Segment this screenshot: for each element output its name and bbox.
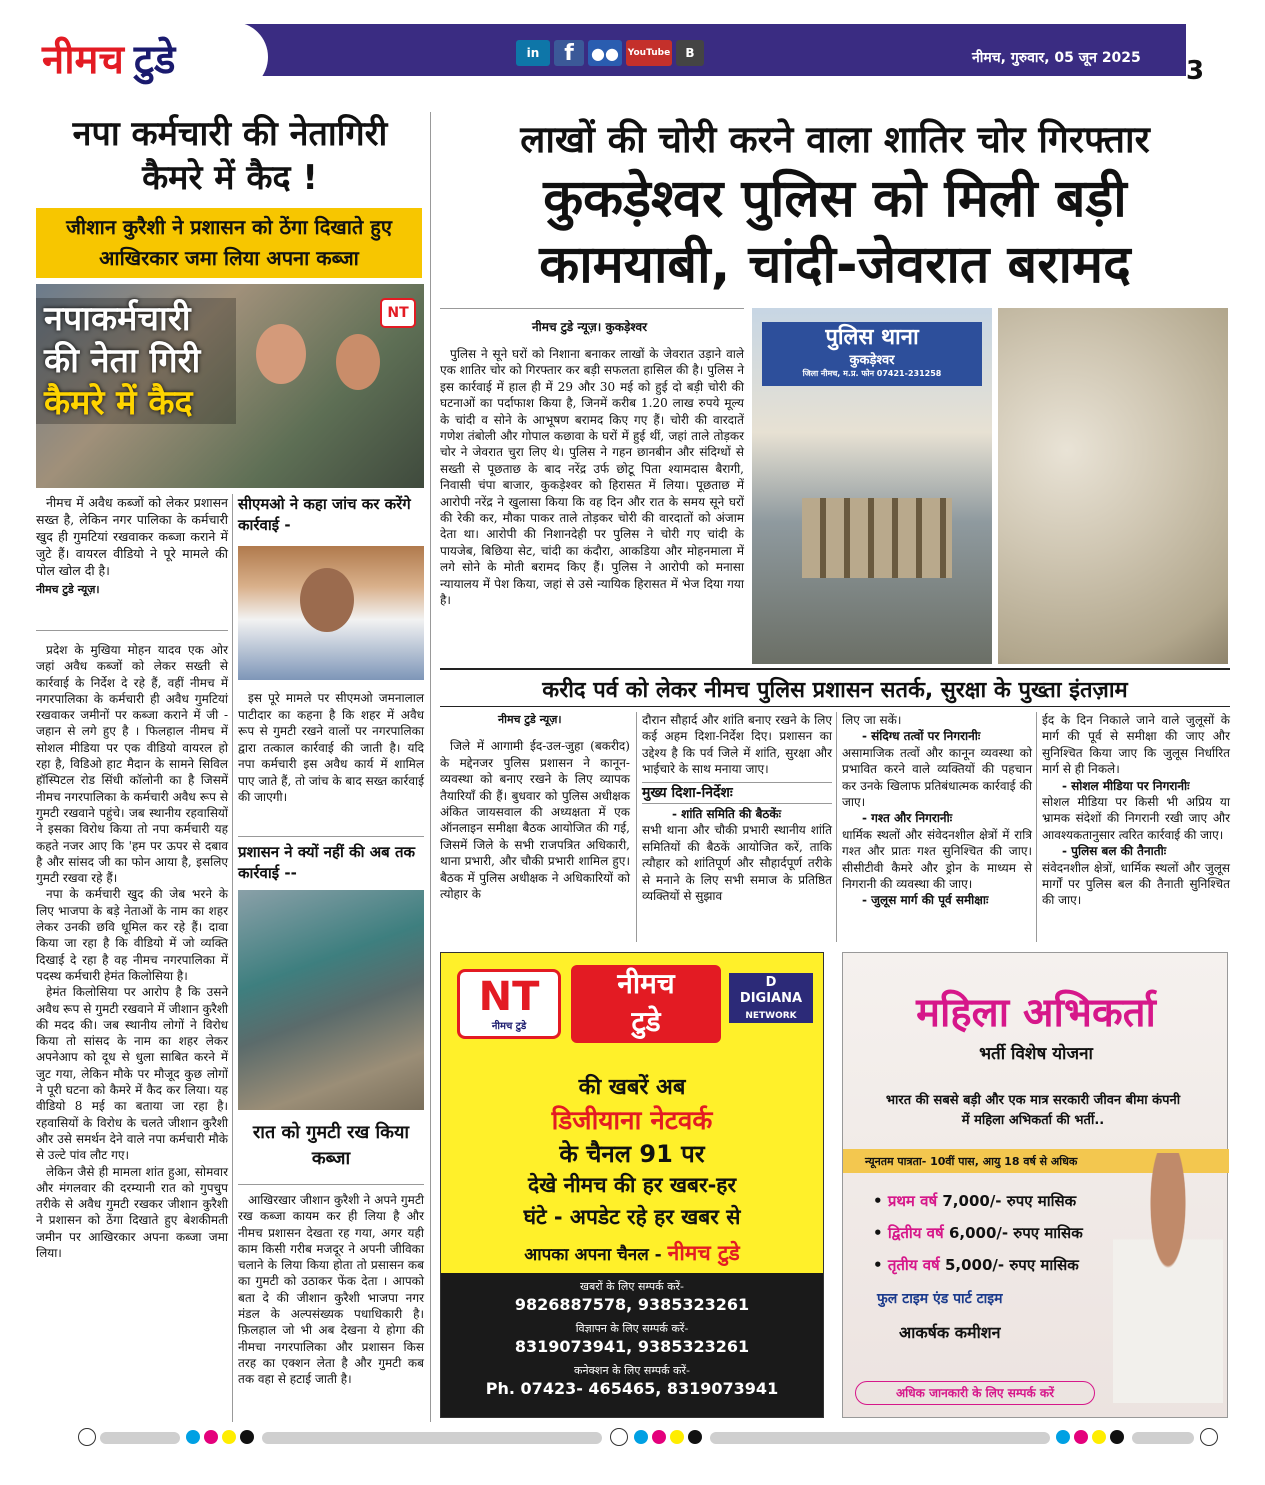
sign-sub: कुकड़ेश्वर xyxy=(849,353,895,368)
masthead xyxy=(36,22,1206,94)
group-icon: ●● xyxy=(588,40,622,66)
eid-headline: करीद पर्व को लेकर नीमच पुलिस प्रशासन सतर्क, सुरक्षा के पुख्ता इंतज़ाम xyxy=(542,678,1128,703)
ad-brand-bottom: टुडे xyxy=(631,1005,661,1038)
brand-part1: नीमच xyxy=(42,36,124,83)
eid-subhead: - सोशल मीडिया पर निगरानीः xyxy=(1062,778,1190,793)
photo-caption xyxy=(36,298,236,424)
station-sign xyxy=(762,322,982,386)
lic-ad xyxy=(842,952,1228,1418)
eid-text: असामाजिक तत्वों और कानून व्यवस्था को प्रभावित करने वाले व्यक्तियों की पहचान कर उनके खिलाफ प्रतिबंधात्मक कार्रवाई की जाए। xyxy=(842,745,1032,810)
page-number: 3 xyxy=(1186,56,1205,86)
pay-amount: 7,000/- रुपए मासिक xyxy=(942,1192,1077,1210)
photo-caption-line1: नपाकर्मचारी की नेता गिरी xyxy=(44,299,201,381)
registration-mark-icon xyxy=(1200,1428,1218,1446)
left-headline: नपा कर्मचारी की नेतागिरी कैमरे में कैद ! xyxy=(72,114,388,198)
print-strip xyxy=(36,1428,1226,1448)
channel-ad xyxy=(440,952,824,1418)
main-kicker: लाखों की चोरी करने वाला शातिर चोर गिरफ्तार xyxy=(520,118,1150,161)
person-figure xyxy=(336,334,380,390)
ad-line2: डिजीयाना नेटवर्क xyxy=(551,1106,713,1136)
photo-caption-line2: कैमरे में कैद xyxy=(44,383,193,423)
eid-col2 xyxy=(642,712,832,904)
facebook-icon: f xyxy=(554,40,584,66)
eid-text: धार्मिक स्थलों और संवेदनशील क्षेत्रों में रात्रि गश्त और प्रातः गश्त सुनिश्चित की जाए। सीसीटीवी कैमरे और ड्रोन के माध्यम से निगरानी की व्यवस्था की जाए। xyxy=(842,827,1032,892)
news-numbers: 9826887578, 9385323261 xyxy=(514,1295,750,1314)
left-para: हेमंत किलोसिया पर आरोप है कि उसने अवैध रूप से गुमटी रखवाने में जीशान कुरैशी की मदद की। जब स्थानीय लोगों ने विरोध किया तो सांसद के नाम का शहर लेकर अपनेआप को दूध से धुला साबित करने में जुट गया, लेकिन मौके पर मौजूद कुछ लोगों ने पूरी घटना को कैमरे में कैद कर लिया। यह वीडियो 8 मई का बताया जा रहा है। रहवासियों के विरोध के चलते जीशान कुरैशी और उसे समर्थन देने वाले नपा कर्मचारी मौके से उल्टे पांव लौट गए। xyxy=(36,985,228,1163)
yellow-dot xyxy=(1092,1430,1106,1444)
print-bar xyxy=(100,1432,180,1444)
lic-mode: फुल टाइम एंड पार्ट टाइम xyxy=(877,1291,1003,1307)
eid-guidelines-label: मुख्य दिशा-निर्देशः xyxy=(642,784,733,801)
black-dot xyxy=(1110,1430,1124,1444)
ad-line4: देखे नीमच की हर खबर-हर xyxy=(527,1173,737,1197)
conn-numbers: Ph. 07423- 465465, 8319073941 xyxy=(485,1379,779,1398)
digiana-logo xyxy=(729,973,813,1023)
pay-row: • प्रथम वर्ष 7,000/- रुपए मासिक xyxy=(873,1192,1077,1210)
digiana-word: NETWORK xyxy=(745,1011,797,1021)
magenta-dot xyxy=(1074,1430,1088,1444)
jewellery-photo xyxy=(998,308,1228,664)
news-label: खबरों के लिए सम्पर्क करें- xyxy=(579,1280,684,1293)
lic-desc: भारत की सबसे बड़ी और एक मात्र सरकारी जीवन बीमा कंपनी में महिला अभिकर्ता की भर्ती.. xyxy=(885,1093,1181,1128)
cyan-dot xyxy=(634,1430,648,1444)
eid-byline: नीमच टुडे न्यूज़। xyxy=(498,713,562,726)
lic-footer: अधिक जानकारी के लिए सम्पर्क करें xyxy=(855,1381,1095,1405)
eid-text: दौरान सौहार्द और शांति बनाए रखने के लिए कई अहम दिशा-निर्देश दिए। प्रशासन का उद्देश्य है कि पर्व जिले में शांति, सुरक्षा और भाईचारे के साथ मनाया जाए। xyxy=(642,713,832,777)
person-figure xyxy=(256,324,306,384)
left-para: प्रदेश के मुखिया मोहन यादव एक ओर जहां अवैध कब्जों को लेकर सख्ती से कार्रवाई के निर्देश दे रहे हैं, वहीं नीमच में नगरपालिका के कर्मचारी ही अवैध गुमटियां रखवाकर जमीनों पर कब्जा कराने में जी - जहान से लगे हुए है । फिलहाल नीमच में सोशल मीडिया पर एक वीडियो वायरल हो रहा है, विडिओ हाट मैदान के सामने सिविल हॉस्पिटल रोड सिंधी कॉलोनी का है जिसमें नीमच नगरपालिका के कर्मचारी अवैध रूप से गुमटी रखवाने पहुंचे। जब स्थानीय रहवासियों ने इसका विरोध किया तो नपा कर्मचारी यह कहते नजर आए कि 'हम पर ऊपर से दबाव है और सांसद जी का फोन आया है, इसलिए गुमटी रखवा रहे हैं। xyxy=(36,643,228,886)
box3-title: रात को गुमटी रख किया कब्जा xyxy=(252,1122,410,1169)
main-byline: नीमच टुडे न्यूज़। कुकड़ेश्वर xyxy=(532,320,648,334)
print-bar xyxy=(1132,1432,1194,1444)
pay-amount: 5,000/- रुपए मासिक xyxy=(944,1256,1079,1274)
digiana-name: DIGIANA xyxy=(739,991,803,1006)
box1-text xyxy=(238,690,424,806)
cyan-dot xyxy=(186,1430,200,1444)
pay-row: • तृतीय वर्ष 5,000/- रुपए मासिक xyxy=(873,1256,1079,1274)
pay-label: द्वितीय वर्ष xyxy=(887,1224,944,1242)
box1-title: सीएमओ ने कहा जांच कर करेंगे कार्रवाई - xyxy=(238,495,411,534)
nt-logo-text: NT xyxy=(478,974,540,1020)
sign-meta: जिला नीमच, म.प्र. फोन 07421-231258 xyxy=(802,369,942,378)
ad-line5: घंटे - अपडेट रहे हर खबर से xyxy=(523,1205,741,1229)
main-body xyxy=(440,346,744,609)
black-dot xyxy=(240,1430,254,1444)
linkedin-icon: in xyxy=(516,40,550,66)
nt-logo-sub: नीमच टुडे xyxy=(491,1021,527,1032)
lic-eligibility: न्यूनतम पात्रता- 10वीं पास, आयु 18 वर्ष से अधिक xyxy=(843,1149,1229,1173)
yellow-dot xyxy=(670,1430,684,1444)
ad-brand xyxy=(571,965,721,1043)
print-bar xyxy=(710,1432,1050,1444)
nt-logo xyxy=(457,969,561,1039)
registration-mark-icon xyxy=(78,1428,96,1446)
sign-title: पुलिस थाना xyxy=(825,325,919,350)
blogger-icon: B xyxy=(676,40,704,66)
pay-row: • द्वितीय वर्ष 6,000/- रुपए मासिक xyxy=(873,1224,1083,1242)
ad-line6-brand: नीमच टुडे xyxy=(667,1241,740,1265)
lic-commission: आकर्षक कमीशन xyxy=(899,1323,1001,1342)
box3-paragraph: आखिरखार जीशान कुरैशी ने अपने गुमटी रख कब्जा कायम कर ही लिया है और नीमच प्रशासन देखता रह गया, अगर यही काम किसी गरीब मजदूर ने अपनी जीविका चलाने के लिया किया होता तो प्रसासन कब का गुमटी को उठाकर फेंक देता । आपको बता दे की जीशान कुरैशी भाजपा नगर मंडल के अल्पसंख्यक पधाधिकारी है। फ़िलहाल जो भी अब देखना ये होगा की नीमचा नगरपालिका और प्रशासन किस तरह का एक्शन लेता है और गुमटी कब तक वहा से हटाई जाती है। xyxy=(238,1193,424,1387)
photo-logo: NT xyxy=(380,298,416,328)
box2-title: प्रशासन ने क्यों नहीं की अब तक कार्रवाई -- xyxy=(238,843,416,882)
eid-text: ईद के दिन निकाले जाने वाले जुलूसों के मार्ग की पूर्व से समीक्षा की जाए और सुनिश्चित किया जाए कि जुलूस निर्धारित मार्ग से ही निकले। xyxy=(1042,713,1230,777)
ads-numbers: 8319073941, 9385323261 xyxy=(514,1337,750,1356)
print-bar xyxy=(262,1432,602,1444)
yellow-dot xyxy=(222,1430,236,1444)
dateline: नीमच, गुरुवार, 05 जून 2025 xyxy=(972,50,1141,66)
police-group xyxy=(802,498,952,578)
eid-subhead: - संदिग्ध तत्वों पर निगरानीः xyxy=(862,729,981,744)
intro-text: नीमच में अवैध कब्जों को लेकर प्रशासन सख्त है, लेकिन नगर पालिका के कर्मचारी खुद ही गुमटियां रखवाकर कब्जा कराने में जुटे हैं। वायरल वीडियो ने पूरे मामले की पोल खोल दी है। xyxy=(36,495,228,578)
ad-line1: की खबरें अब xyxy=(578,1075,686,1100)
left-para: नपा के कर्मचारी खुद की जेब भरने के लिए भाजपा के बड़े नेताओं के नाम का शहर लेकर उनकी छवि धूमिल कर रहे हैं। दावा किया जा रहा है कि वीडियो में जो व्यक्ति दिखाई दे रहा है वह नीमच नगरपालिका में पदस्थ कर्मचारी हेमंत किलोसिया है। xyxy=(36,887,228,983)
social-icons xyxy=(516,36,756,70)
eid-text: सभी थाना और चौकी प्रभारी स्थानीय शांति समितियों की बैठकें आयोजित करें, ताकि त्यौहार को शांतिपूर्ण और सौहार्दपूर्ण तरीके से मनाने के लिए सभी समाज के प्रतिष्ठित व्यक्तियों से सुझाव xyxy=(642,823,832,904)
magenta-dot xyxy=(652,1430,666,1444)
eid-subhead: - जुलूस मार्ग की पूर्व समीक्षाः xyxy=(862,893,989,908)
pay-label: प्रथम वर्ष xyxy=(887,1192,938,1210)
gumti-photo xyxy=(238,890,424,1110)
left-para: लेकिन जैसे ही मामला शांत हुआ, सोमवार और मंगलवार की दरम्यानी रात को गुपचुप तरीके से अवैध गुमटी रखकर जीशान कुरैशी ने प्रशासन को ठेंगा दिखाते हुए बेशकीमती जमीन पर आखिरकार अपना कब्जा जमा लिया। xyxy=(36,1164,228,1260)
eid-subhead: - पुलिस बल की तैनातीः xyxy=(1062,844,1167,859)
eid-col1 xyxy=(440,712,630,902)
eid-col4 xyxy=(1042,712,1230,909)
magenta-dot xyxy=(204,1430,218,1444)
left-intro xyxy=(36,494,228,598)
woman-photo xyxy=(1113,1153,1223,1403)
lic-title: महिला अभिकर्ता xyxy=(916,990,1156,1036)
left-subheadline: जीशान कुरैशी ने प्रशासन को ठेंगा दिखाते हुए आखिरकार जमा लिया अपना कब्जा xyxy=(36,208,422,278)
registration-mark-icon xyxy=(610,1428,628,1446)
lic-subtitle: भर्ती विशेष योजना xyxy=(979,1044,1093,1064)
ad-brand-top: नीमच xyxy=(617,967,675,1000)
police-station-photo xyxy=(752,308,992,664)
main-paragraph: पुलिस ने सूने घरों को निशाना बनाकर लाखों के जेवरात उड़ाने वाले एक शातिर चोर को गिरफ्तार कर बड़ी सफलता हासिल की है। पुलिस ने इस कार्रवाई में हाल ही में 29 और 30 मई को हुई दो बड़ी चोरी की घटनाओं का पर्दाफाश किया है, जिनमें करीब 1.20 लाख रुपये मूल्य के चांदी व सोने के आभूषण बरामद किए गए हैं। चोरी की वारदातें गणेश तंबोली और गोपाल कछावा के घरों में हुई थीं, जहां ताले तोड़कर चोर ने जेवरात चुरा लिए थे। पुलिस ने गहन छानबीन और संदिग्धों से सख्ती से पूछताछ के बाद नरेंद्र उर्फ छोटू पिता श्यामदास बैरागी, निवासी चंपा बाजार, कुकड़ेश्वर को हिरासत में लिया। पूछताछ में आरोपी नरेंद्र ने खुलासा किया कि वह दिन और रात के समय सूने घरों की रेकी कर, मौका पाकर ताले तोड़कर चोरी की वारदातों को अंजाम देता था। आरोपी की निशानदेही पर पुलिस ने चोरी गए चांदी के पायजेब, बिछिया सेट, चांदी का कंदौरा, आकडिया और मोहनमाला में लगे सोने के मोती बरामद किए हैं। पुलिस ने आरोपी को मनासा न्यायालय में पेश किया, जहां से उसे न्यायिक हिरासत में भेज दिया गया है। xyxy=(440,347,744,608)
eid-subhead: - गश्त और निगरानीः xyxy=(862,811,953,826)
box3-text xyxy=(238,1192,424,1388)
conn-label: कनेक्शन के लिए सम्पर्क करें- xyxy=(574,1364,690,1377)
pay-amount: 6,000/- रुपए मासिक xyxy=(948,1224,1083,1242)
eid-guidelines-head xyxy=(642,782,832,801)
left-byline: नीमच टुडे न्यूज़। xyxy=(36,583,100,596)
eid-text: लिए जा सकें। xyxy=(842,713,902,727)
eid-text: सोशल मीडिया पर किसी भी अप्रिय या भ्रामक संदेशों की निगरानी रखी जाए और आवश्यकतानुसार त्वरित कार्रवाई की जाए। xyxy=(1042,795,1230,842)
main-headline: कुकड़ेश्वर पुलिस को मिली बड़ी कामयाबी, चांदी-जेवरात बरामद xyxy=(539,169,1131,295)
box1-paragraph: इस पूरे मामले पर सीएमओ जमनालाल पाटीदार का कहना है कि शहर में अवैध रूप से गुमटी रखने वालों पर नगरपालिका द्वारा तत्काल कार्रवाई की जाती है। यदि नपा कर्मचारी इस अवैध कार्य में शामिल पाए जाते हैं, तो जांच के बाद सख्त कार्रवाई की जाएगी। xyxy=(238,691,424,804)
eid-col3 xyxy=(842,712,1032,909)
left-body xyxy=(36,642,228,1261)
ad-line6 xyxy=(441,1239,823,1267)
brand-part2: टुडे xyxy=(133,36,176,83)
digiana-mark: D xyxy=(765,975,777,990)
eid-text: जिले में आगामी ईद-उल-जुहा (बकरीद) के मद्देनजर पुलिस प्रशासन ने कानून-व्यवस्था को बनाए रखने के लिए व्यापक तैयारियाँ की हैं। बुधवार को पुलिस अधीक्षक अंकित जायसवाल की अध्यक्षता में एक ऑनलाइन समीक्षा बैठक आयोजित की गई, जिसमें जिले के सभी राजपत्रित अधिकारी, थाना प्रभारी, और चौकी प्रभारी शामिल हुए। बैठक में पुलिस अधीक्षक ने अधिकारियों को त्योहार के xyxy=(440,739,630,902)
pay-label: तृतीय वर्ष xyxy=(887,1256,940,1274)
ad-contacts xyxy=(441,1273,823,1417)
youtube-icon: YouTube xyxy=(626,40,672,66)
ad-line3: के चैनल 91 पर xyxy=(559,1140,705,1168)
cmo-photo xyxy=(238,546,424,680)
black-dot xyxy=(688,1430,702,1444)
brand-logo xyxy=(36,22,268,92)
ad-line6-prefix: आपका अपना चैनल - xyxy=(524,1245,662,1265)
ads-label: विज्ञापन के लिए सम्पर्क करें- xyxy=(575,1322,689,1335)
eid-subhead: - शांति समिति की बैठकेंः xyxy=(642,803,832,822)
ad-header xyxy=(441,953,823,1059)
eid-text: संवेदनशील क्षेत्रों, धार्मिक स्थलों और जुलूस मार्गों पर पुलिस बल की तैनाती सुनिश्चित की जाए। xyxy=(1042,860,1230,908)
left-photo xyxy=(36,284,424,488)
person-figure xyxy=(300,568,354,632)
cyan-dot xyxy=(1056,1430,1070,1444)
